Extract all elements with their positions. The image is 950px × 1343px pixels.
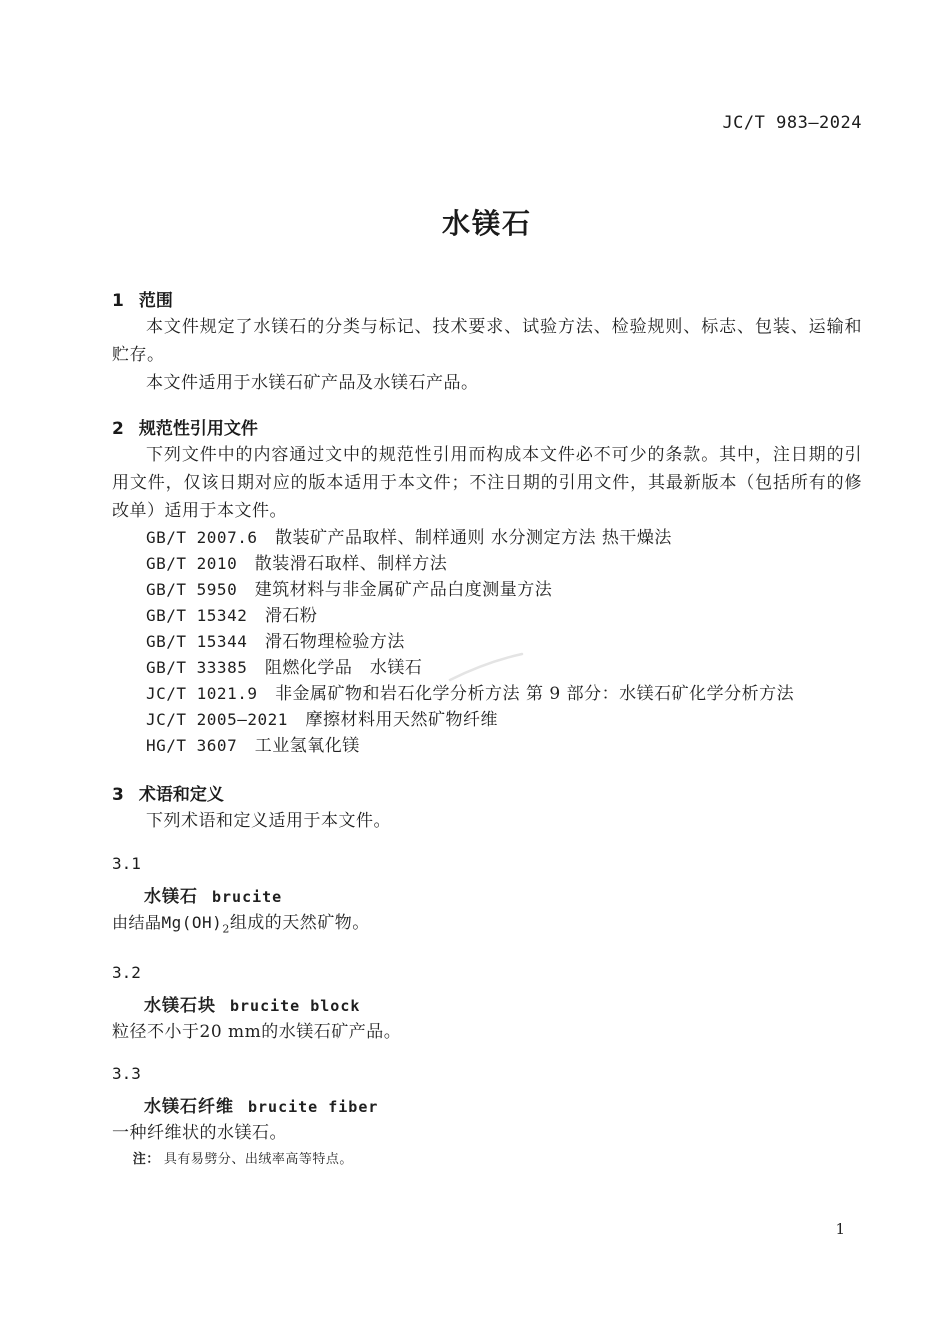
reference-item bbox=[112, 629, 862, 655]
reference-code: GB/T 33385 bbox=[146, 658, 248, 677]
reference-code: GB/T 5950 bbox=[146, 580, 238, 599]
term-id-3-3: 3.3 bbox=[112, 1064, 141, 1084]
subscript-2: 2 bbox=[222, 922, 230, 936]
doc-title: 水镁石 bbox=[441, 207, 532, 240]
scope-paragraph-2: 本文件适用于水镁石矿产品及水镁石产品。 bbox=[146, 373, 479, 393]
reference-code: GB/T 2007.6 bbox=[146, 528, 258, 547]
term-note-3-3 bbox=[133, 1151, 862, 1169]
terms-intro-paragraph: 下列术语和定义适用于本文件。 bbox=[146, 811, 391, 831]
document-content bbox=[112, 0, 862, 1169]
reference-code: JC/T 1021.9 bbox=[146, 684, 258, 703]
note-label: 注： bbox=[132, 1152, 160, 1168]
reference-title: 工业氢氧化镁 bbox=[254, 736, 360, 756]
definition-text: 由结晶Mg(OH) bbox=[112, 913, 223, 932]
reference-title: 滑石粉 bbox=[264, 606, 318, 626]
standard-code: JC/T 983—2024 bbox=[722, 113, 862, 133]
term-definition-3-1 bbox=[112, 909, 862, 943]
reference-code: GB/T 15342 bbox=[146, 606, 248, 625]
term-zh-label: 水镁石 bbox=[144, 887, 198, 907]
reference-item bbox=[112, 577, 862, 603]
term-zh-label: 水镁石块 bbox=[144, 996, 216, 1017]
term-en-label: brucite bbox=[212, 888, 283, 906]
section-heading-terms-definitions bbox=[112, 783, 862, 807]
reference-title: 建筑材料与非金属矿产品白度测量方法 bbox=[254, 580, 553, 600]
section-name: 术语和定义 bbox=[138, 785, 224, 805]
definition-text: 组成的天然矿物。 bbox=[229, 913, 370, 933]
section-heading-normative-references bbox=[112, 417, 862, 441]
reference-item bbox=[112, 551, 862, 577]
reference-item bbox=[112, 603, 862, 629]
term-en-label: brucite fiber bbox=[248, 1098, 379, 1117]
reference-title: 非金属矿物和岩石化学分析方法 第 9 部分：水镁石矿化学分析方法 bbox=[275, 684, 795, 704]
scope-paragraph-1: 本文件规定了水镁石的分类与标记、技术要求、试验方法、检验规则、标志、包装、运输和贮存。 bbox=[112, 317, 862, 365]
term-3-2 bbox=[144, 994, 862, 1018]
section-number: 3 bbox=[112, 785, 124, 805]
reference-title: 散装矿产品取样、制样通则 水分测定方法 热干燥法 bbox=[275, 528, 672, 548]
reference-item bbox=[112, 707, 862, 733]
reference-code: HG/T 3607 bbox=[146, 736, 238, 755]
reference-code: JC/T 2005—2021 bbox=[146, 710, 288, 729]
term-id-3-2: 3.2 bbox=[112, 963, 141, 983]
section-name: 范围 bbox=[138, 291, 173, 311]
reference-code: GB/T 2010 bbox=[146, 554, 238, 573]
reference-list bbox=[112, 525, 862, 759]
term-3-3 bbox=[144, 1095, 862, 1119]
reference-item bbox=[112, 733, 862, 759]
reference-title: 滑石物理检验方法 bbox=[264, 632, 405, 652]
page-number: 1 bbox=[835, 1220, 845, 1238]
reference-item bbox=[112, 525, 862, 551]
reference-title: 阻燃化学品 水镁石 bbox=[264, 658, 423, 678]
term-id-3-1: 3.1 bbox=[112, 854, 141, 873]
reference-item bbox=[112, 655, 862, 681]
reference-title: 摩擦材料用天然矿物纤维 bbox=[305, 710, 498, 730]
term-zh-label: 水镁石纤维 bbox=[144, 1097, 234, 1118]
note-text: 具有易劈分、出绒率高等特点。 bbox=[163, 1152, 353, 1168]
term-definition-3-2: 粒径不小于20 mm的水镁石矿产品。 bbox=[112, 1022, 402, 1043]
references-intro-paragraph: 下列文件中的内容通过文中的规范性引用而构成本文件必不可少的条款。其中，注日期的引用文件，仅该日期对应的版本适用于本文件；不注日期的引用文件，其最新版本（包括所有的修改单）适用于本文件。 bbox=[112, 445, 862, 521]
term-3-1 bbox=[144, 885, 862, 909]
reference-title: 散装滑石取样、制样方法 bbox=[254, 554, 448, 574]
reference-item bbox=[112, 681, 862, 707]
term-en-label: brucite block bbox=[230, 997, 361, 1016]
section-number: 2 bbox=[112, 419, 124, 439]
section-heading-scope bbox=[112, 289, 862, 313]
section-name: 规范性引用文件 bbox=[138, 419, 258, 439]
reference-code: GB/T 15344 bbox=[146, 632, 248, 651]
term-definition-3-3: 一种纤维状的水镁石。 bbox=[112, 1123, 287, 1144]
section-number: 1 bbox=[112, 291, 124, 311]
